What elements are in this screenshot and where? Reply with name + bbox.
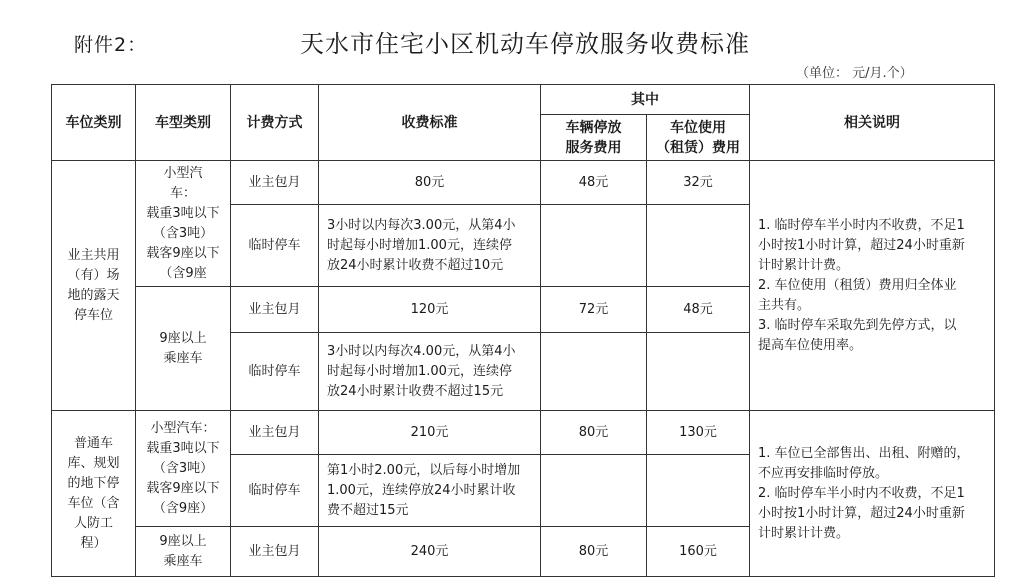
category-underground: 普通车 库、规划 的地下停 车位（含 人防工 程） (52, 411, 136, 577)
rent-fee-cell: 32元 (647, 161, 750, 205)
fee-table (51, 84, 995, 577)
rent-fee-cell: 48元 (647, 287, 750, 333)
standard-cell: 210元 (319, 411, 541, 455)
service-fee-cell (541, 205, 647, 287)
standard-cell: 第1小时2.00元，以后每小时增加 1.00元，连续停放24小时累计收 费不超过15元 (319, 455, 541, 527)
table-row (52, 161, 995, 205)
standard-cell: 3小时以内每次4.00元，从第4小 时起每小时增加1.00元，连续停 放24小时累计收费不超过15元 (319, 333, 541, 411)
vehicle-large: 9座以上 乘座车 (136, 287, 231, 411)
document-title: 天水市住宅小区机动车停放服务收费标准 (300, 30, 750, 58)
service-fee-cell (541, 333, 647, 411)
notes-open-air: 1. 临时停车半小时内不收费，不足1 小时按1小时计算，超过24小时重新 计时累计计费。 2. 车位使用（租赁）费用归全体业 主共有。 3. 临时停车采取先到先停方式，以 提高车位使用率。 (750, 161, 995, 411)
billing-cell: 业主包月 (231, 287, 319, 333)
service-fee-cell: 80元 (541, 411, 647, 455)
standard-cell: 3小时以内每次3.00元，从第4小 时起每小时增加1.00元，连续停 放24小时累计收费不超过10元 (319, 205, 541, 287)
standard-cell: 240元 (319, 527, 541, 577)
service-fee-cell: 80元 (541, 527, 647, 577)
category-open-air: 业主共用 （有）场 地的露天 停车位 (52, 161, 136, 411)
table-row (52, 411, 995, 455)
col-notes: 相关说明 (750, 85, 995, 161)
col-rent-fee: 车位使用 （租赁）费用 (647, 115, 750, 161)
rent-fee-cell (647, 205, 750, 287)
rent-fee-cell: 130元 (647, 411, 750, 455)
billing-cell: 业主包月 (231, 527, 319, 577)
unit-note: （单位： 元/月.个） (796, 66, 913, 81)
col-billing: 计费方式 (231, 85, 319, 161)
standard-cell: 80元 (319, 161, 541, 205)
service-fee-cell: 72元 (541, 287, 647, 333)
service-fee-cell: 48元 (541, 161, 647, 205)
rent-fee-cell (647, 455, 750, 527)
billing-cell: 临时停车 (231, 455, 319, 527)
standard-cell: 120元 (319, 287, 541, 333)
billing-cell: 临时停车 (231, 205, 319, 287)
attachment-label: 附件2： (74, 34, 148, 56)
service-fee-cell (541, 455, 647, 527)
col-parking-type: 车位类别 (52, 85, 136, 161)
billing-cell: 业主包月 (231, 161, 319, 205)
vehicle-small: 小型汽 车： 载重3吨以下 （含3吨） 载客9座以下 （含9座 (136, 161, 231, 287)
billing-cell: 业主包月 (231, 411, 319, 455)
col-service-fee: 车辆停放 服务费用 (541, 115, 647, 161)
col-vehicle-type: 车型类别 (136, 85, 231, 161)
vehicle-small: 小型汽车： 载重3吨以下 （含3吨） 载客9座以下 （含9座） (136, 411, 231, 527)
header-row-1 (52, 85, 995, 115)
billing-cell: 临时停车 (231, 333, 319, 411)
col-standard: 收费标准 (319, 85, 541, 161)
col-of-which: 其中 (541, 85, 750, 115)
rent-fee-cell (647, 333, 750, 411)
notes-underground: 1. 车位已全部售出、出租、附赠的， 不应再安排临时停放。 2. 临时停车半小时内不收费，不足1 小时按1小时计算，超过24小时重新 计时累计计费。 (750, 411, 995, 577)
rent-fee-cell: 160元 (647, 527, 750, 577)
vehicle-large: 9座以上 乘座车 (136, 527, 231, 577)
